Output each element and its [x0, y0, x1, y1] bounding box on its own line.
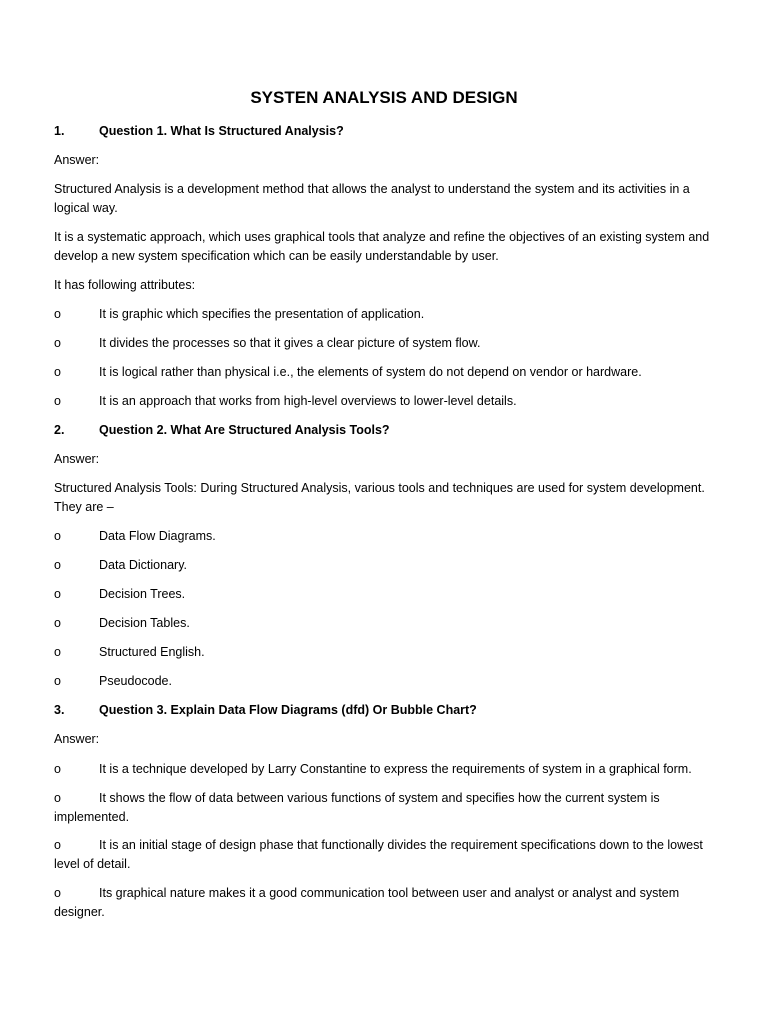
- question-1-bullet-2: It divides the processes so that it gives a clear picture of system flow.: [99, 336, 481, 350]
- bullet-marker: o: [54, 762, 61, 776]
- question-1-paragraph-2-line-1: It is a systematic approach, which uses graphical tools that analyze and refine the objectives of an existing system and: [54, 230, 710, 244]
- bullet-marker: o: [54, 645, 61, 659]
- question-2-bullet-6: Pseudocode.: [99, 674, 172, 688]
- question-1-paragraph-1-line-2: logical way.: [54, 201, 118, 215]
- question-3-bullet-4: Its graphical nature makes it a good communication tool between user and analyst or analyst and system designer.: [54, 886, 680, 919]
- question-3-bullet-3: It is an initial stage of design phase that functionally divides the requirement specifications down to the lowest level of detail.: [54, 838, 703, 871]
- question-2-number: 2.: [54, 423, 65, 437]
- question-1-paragraph-3: It has following attributes:: [54, 278, 196, 292]
- question-3-heading: Question 3. Explain Data Flow Diagrams (dfd) Or Bubble Chart?: [99, 703, 477, 717]
- bullet-marker: o: [54, 558, 61, 572]
- question-3-bullet-1: It is a technique developed by Larry Constantine to express the requirements of system in a graphical form.: [99, 762, 692, 776]
- question-3-bullet-2-block: [54, 789, 726, 827]
- question-1-paragraph-2-line-2: develop a new system specification which can be easily understandable by user.: [54, 249, 499, 263]
- question-1-bullet-1: It is graphic which specifies the presentation of application.: [99, 307, 425, 321]
- question-2-bullet-4: Decision Tables.: [99, 616, 190, 630]
- question-1-number: 1.: [54, 124, 65, 138]
- bullet-marker: o: [54, 529, 61, 543]
- bullet-marker: o: [54, 838, 61, 852]
- bullet-marker: o: [54, 365, 61, 379]
- document-title: SYSTEN ANALYSIS AND DESIGN: [250, 88, 518, 107]
- question-2-bullet-3: Decision Trees.: [99, 587, 186, 601]
- question-2-paragraph-line-2: They are –: [54, 500, 114, 514]
- question-3-bullet-4-block: [54, 884, 726, 922]
- bullet-marker: o: [54, 674, 61, 688]
- question-3-bullet-2: It shows the flow of data between various functions of system and specifies how the current system is implemented.: [54, 791, 660, 824]
- bullet-marker: o: [54, 336, 61, 350]
- bullet-marker: o: [54, 791, 61, 805]
- bullet-marker: o: [54, 307, 61, 321]
- bullet-marker: o: [54, 886, 61, 900]
- question-1-heading: Question 1. What Is Structured Analysis?: [99, 124, 344, 138]
- question-3-answer-label: Answer:: [54, 732, 100, 746]
- question-1-answer-label: Answer:: [54, 153, 100, 167]
- question-1-paragraph-1-line-1: Structured Analysis is a development method that allows the analyst to understand the system and its activities in a: [54, 182, 690, 196]
- question-2-bullet-2: Data Dictionary.: [99, 558, 187, 572]
- question-3-bullet-3-block: [54, 836, 726, 874]
- question-1-bullet-4: It is an approach that works from high-level overviews to lower-level details.: [99, 394, 517, 408]
- question-2-bullet-1: Data Flow Diagrams.: [99, 529, 216, 543]
- question-2-heading: Question 2. What Are Structured Analysis Tools?: [99, 423, 390, 437]
- bullet-marker: o: [54, 394, 61, 408]
- question-2-bullet-5: Structured English.: [99, 645, 205, 659]
- bullet-marker: o: [54, 587, 61, 601]
- question-2-answer-label: Answer:: [54, 452, 100, 466]
- question-1-bullet-3: It is logical rather than physical i.e., the elements of system do not depend on vendor or hardware.: [99, 365, 642, 379]
- question-2-paragraph-line-1: Structured Analysis Tools: During Structured Analysis, various tools and techniques are used for system development.: [54, 481, 705, 495]
- bullet-marker: o: [54, 616, 61, 630]
- question-3-number: 3.: [54, 703, 65, 717]
